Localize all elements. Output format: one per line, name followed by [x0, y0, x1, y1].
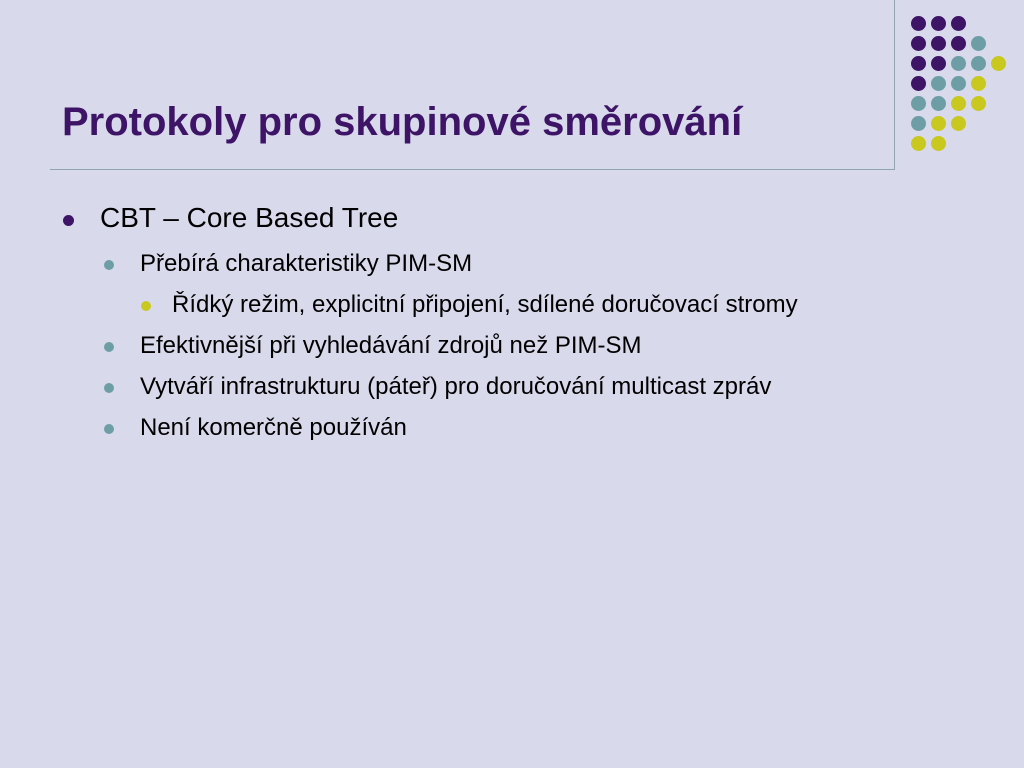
bullet-text: Přebírá charakteristiky PIM-SM [140, 250, 473, 277]
bullet-item [140, 414, 407, 442]
bullet-text: Efektivnější při vyhledávání zdrojů než PIM-SM [140, 332, 642, 359]
bullet-text: Vytváří infrastrukturu (páteř) pro doručování multicast zpráv [140, 373, 772, 400]
bullet-dot-icon [104, 383, 114, 393]
bullet-text: CBT – Core Based Tree [100, 202, 399, 233]
slide-title: Protokoly pro skupinové směrování [62, 100, 743, 144]
bullet-dot-icon [104, 424, 114, 434]
bullet-dot-icon [104, 342, 114, 352]
bullet-item [140, 373, 771, 401]
bullet-item [172, 291, 798, 319]
bullet-text: Není komerčně používán [140, 414, 407, 441]
bullet-item [100, 202, 398, 234]
bullet-text: Řídký režim, explicitní připojení, sdílené doručovací stromy [172, 291, 798, 318]
bullet-dot-icon [104, 260, 114, 270]
bullet-item [140, 250, 472, 278]
bullet-dot-icon [141, 301, 151, 311]
bullet-dot-icon [63, 215, 74, 226]
bullet-item [140, 332, 642, 360]
